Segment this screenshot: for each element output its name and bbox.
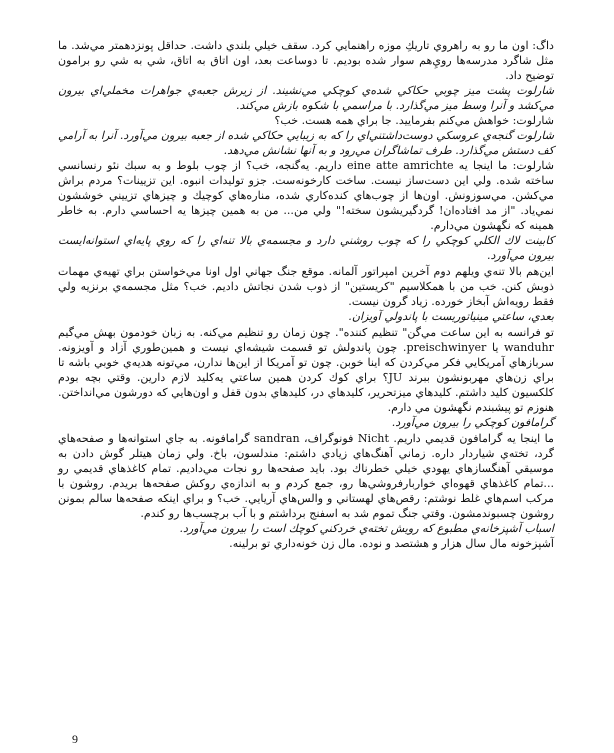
stage-direction: شارلوت گنجه‌ي عروسكي دوست‌داشتني‌اي را كه به زيبايي حكاكي شده از جعبه بيرون مي‌آورد. آنرا به آرامي كف دستش مي‌گذارد. طرف تماشاگران مي‌رود و به آنها نشانش مي‌دهد. <box>58 129 554 157</box>
paragraph-doug-intro: داگ: اون ما رو به راهروي تاريكِ موزه راهنمايي كرد. سقف خيلي بلندي داشت. حداقل پونزدهمتر مي‌شد. ما مثل شاگرد مدرسه‌ها رويِ‌هم سوار شده بوديم. تا دوساعت بعد، اون اتاق به اتاق، شي به شي رو برامون توضيح داد. <box>58 39 554 82</box>
stage-direction: اسباب آشپزخانه‌ي مطبوع كه رويش تخته‌ي خردكني كوچك است را بيرون مي‌آورد. <box>179 522 554 535</box>
stage-direction: بعدي، ساعتي مينياتوريست با پاندولي آويزان. <box>348 310 554 323</box>
stage-direction: گرامافون كوچكي را بيرون مي‌آورد. <box>391 416 554 429</box>
stage-direction: كابينت لاك الكلي كوچكي را كه چوب روشني دارد و مجسمه‌ي بالا تنه‌اي را كه روي پايه‌اي استوانه‌ايست بيرون مي‌آورد. <box>58 234 554 262</box>
dialogue-paragraph: تو فرانسه به اين ساعت مي‌گن" تنظيم كننده". چون زمان رو تنظيم مي‌كنه. به زبان خودمون بهش مي‌گيم wanduhr يا preischwinyer. چون پاندولش تو قسمت شيشه‌اي نيست و همين‌طوري آزاد و آويزونه. سربازهاي آمريكايي فكر مي‌كردن كه اينا خوبن. چون تو آمريكا از اين‌ها ندارن، مي‌تونه هديه‌ي خوبي باشه تا براي زن‌هاي مهربونشون ببرند JU؟ براي كوك كردن همين ساعتي يه‌كليد لازم دارين. وقتي بچه بودم كلكسيون كليد داشتم. كليدهاي ميز‌تحرير، كليدهاي در، كليدهاي بدون قفل و اون‌هايي كه دورشون مي‌انداختن. هنوزم تو پيشبندم نگهشون مي دارم. <box>58 326 554 414</box>
dialogue-paragraph: ما اينجا يه گرامافون قديمي داريم. Nicht فونوگراف، sandran گرامافونه. به جاي استوانه‌ها و صفحه‌هاي گرد، تخته‌ي شيار‌دار داره. زماني آهنگ‌هاي زيادي داشتم: مندلسون، باخ. ولي زمان هيتلر گوش دادن به موسيقي آهنگسازهاي يهودي خيلي خطرناك بود. بايد صفحه‌ها رو نجات مي‌داديم. تمام كاغذهاي قديمي رو ...تمام كاغذهاي قهوه‌اي خواربارفروشي‌ها رو، جمع كردم و به اندازه‌ي روكش صفحه‌ها بريدم. روشون با مركب اسم‌هاي غلط نوشتم: رقص‌هاي لهستاني و والس‌هاي آريايي. خب؟ و براي اينكه صفحه‌ها سالم بمونن روشون چسبوندمشون. وقتي جنگ تموم شد به اسفنج برداشتم و با آب برچسب‌ها رو كندم. <box>58 432 554 520</box>
page-number: 9 <box>72 732 78 746</box>
dialogue-paragraph: آشپزخونه مال سال هزار و هشتصد و نوده. مال زن خونه‌داري تو برلينه. <box>229 537 554 550</box>
dialogue-paragraph: اين‌هم بالا تنه‌ي ويلهم دوم آخرين امپراتور آلمانه. موقع جنگ جهاني اول اونا مي‌خواستن براي تهيه‌ي مهمات ذوبش كنن. خب من با همكلاسيم "كريستين" از ذوب شدن نجاتش داديم. خب؟ مثل مجسمه‌ي برنزيه ولي فقط رويه‌اش آبخاز خورده. زياد گرون نيست. <box>58 265 554 308</box>
dialogue-paragraph: شارلوت: خواهش مي‌كنم بفرماييد. جا براي همه هست. خب؟ <box>274 114 554 127</box>
dialogue-paragraph: شارلوت: ما اينجا يه eine atte amrichte داريم. يه‌گنجه، خب؟ از چوب بلوط و به سبك نئو رنسانسي ساخته شده. ولي اين دست‌ساز نيست. ساخت كارخونه‌ست. جزو توليدات انبوه. اين تزيينات؟ مردم براش مي‌كشن. مي‌سوزونش. اون‌ها از چوب‌هاي كنده‌كاري شده، مناره‌هاي كوچيك و چيزهاي تزييني خوششون نمي‌ياد. "از مد افتاده‌ان! گردگيريشون سخته!" ولي من... من به همين چيزها يه احساسي دارم. به خاطر همينه كه نگهشون مي‌دارم. <box>58 159 554 232</box>
document-body <box>58 38 554 718</box>
stage-direction: شارلوت پشت ميز چوبي حكاكي شده‌ي كوچكي مي‌نشيند. از زيرش جعبه‌ي جواهرات مخملي‌اي بيرون مي‌كشد و آنرا وسط ميز مي‌گذارد. با مراسمي با شكوه بازش مي‌كند. <box>58 84 554 112</box>
